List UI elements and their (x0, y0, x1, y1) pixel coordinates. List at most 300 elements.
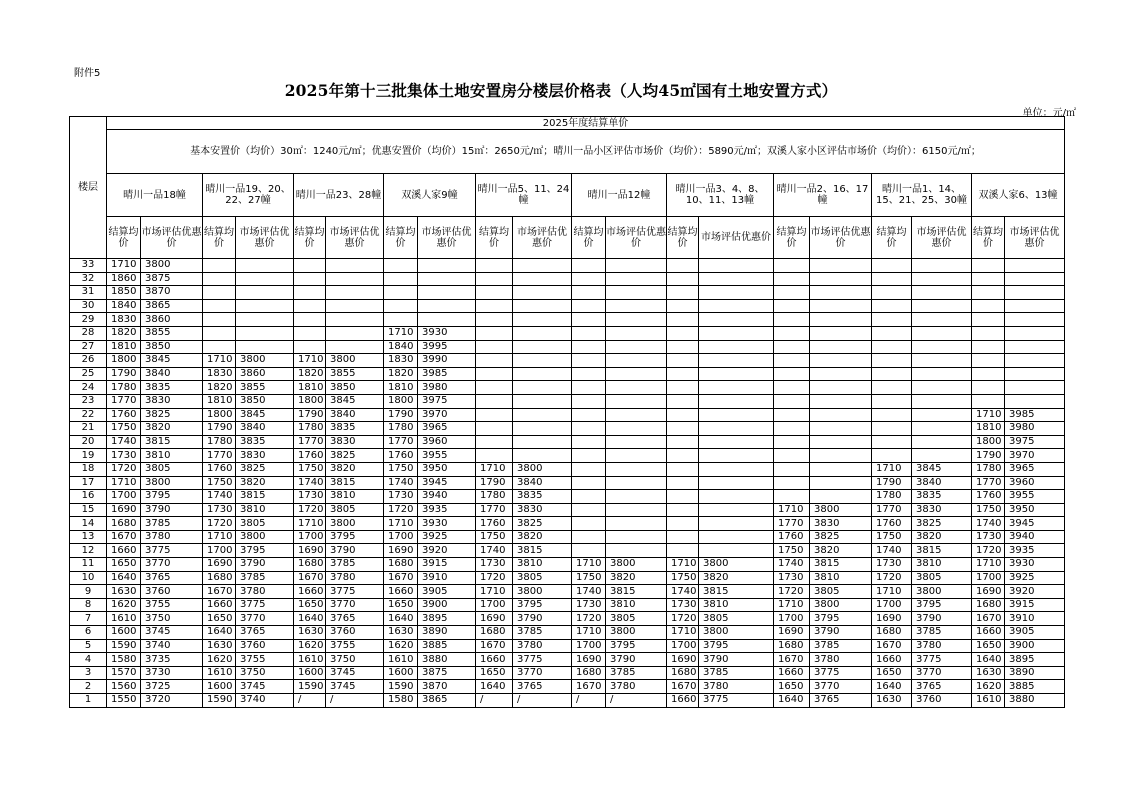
price-cell: 3780 (912, 639, 972, 653)
page-title: 2025年第十三批集体土地安置房分楼层价格表（人均45㎡国有土地安置方式） (284, 81, 838, 100)
price-cell: 1800 (384, 394, 418, 408)
price-cell (1005, 286, 1065, 300)
market-discount-header: 市场评估优惠价 (141, 217, 203, 259)
price-cell (513, 326, 572, 340)
price-cell: 3815 (699, 585, 774, 599)
price-cell: 1780 (294, 422, 326, 436)
price-cell (476, 259, 513, 273)
price-cell (810, 272, 872, 286)
price-cell: 1840 (107, 299, 141, 313)
price-cell: 1560 (107, 680, 141, 694)
price-cell (513, 408, 572, 422)
price-cell: 3895 (418, 612, 476, 626)
price-cell (972, 367, 1005, 381)
price-cell: 3800 (606, 626, 667, 640)
price-cell: 1710 (384, 517, 418, 531)
price-cell: 3775 (699, 694, 774, 708)
price-cell: 3760 (236, 639, 294, 653)
table-row (70, 626, 1065, 640)
price-cell: 1650 (872, 666, 912, 680)
price-cell (294, 299, 326, 313)
price-cell: 1690 (107, 503, 141, 517)
price-cell: 1630 (872, 694, 912, 708)
price-cell: 3845 (141, 354, 203, 368)
price-cell (606, 381, 667, 395)
price-cell: 3780 (810, 653, 872, 667)
price-cell: 3890 (418, 626, 476, 640)
price-cell: 1640 (294, 612, 326, 626)
price-cell (476, 326, 513, 340)
price-cell (699, 381, 774, 395)
price-cell (872, 408, 912, 422)
price-cell: 1770 (294, 435, 326, 449)
floor-cell: 19 (70, 449, 107, 463)
price-cell: 3790 (326, 544, 384, 558)
price-cell: 3975 (1005, 435, 1065, 449)
price-cell (810, 340, 872, 354)
price-cell (667, 394, 699, 408)
price-cell: 1660 (872, 653, 912, 667)
building-group-header: 晴川一品1、14、15、21、25、30幢 (872, 174, 972, 217)
price-cell: / (476, 694, 513, 708)
price-cell: 1690 (972, 585, 1005, 599)
price-cell: 3775 (912, 653, 972, 667)
price-cell: 1770 (476, 503, 513, 517)
settlement-avg-header: 结算均价 (872, 217, 912, 259)
table-row (70, 558, 1065, 572)
price-cell: 3785 (141, 517, 203, 531)
price-cell (972, 272, 1005, 286)
price-cell (513, 354, 572, 368)
price-cell: 1670 (972, 612, 1005, 626)
price-cell: 3855 (141, 326, 203, 340)
price-cell (872, 394, 912, 408)
price-cell (384, 286, 418, 300)
price-cell (384, 259, 418, 273)
price-cell: 1710 (774, 503, 810, 517)
price-cell: 3775 (513, 653, 572, 667)
price-cell: 1670 (774, 653, 810, 667)
price-cell: 3760 (141, 585, 203, 599)
price-cell: 3765 (236, 626, 294, 640)
price-cell: / (572, 694, 606, 708)
price-cell: 1620 (294, 639, 326, 653)
market-discount-header: 市场评估优惠价 (236, 217, 294, 259)
price-cell: 3970 (1005, 449, 1065, 463)
price-cell: 3785 (236, 571, 294, 585)
price-cell (294, 326, 326, 340)
price-cell: 3805 (326, 503, 384, 517)
price-cell: 3810 (912, 558, 972, 572)
market-discount-header: 市场评估优惠价 (513, 217, 572, 259)
price-cell (872, 286, 912, 300)
price-cell: 1680 (203, 571, 236, 585)
price-cell: 3790 (810, 626, 872, 640)
price-cell: 1770 (107, 394, 141, 408)
price-cell: 1690 (667, 653, 699, 667)
price-cell: 1600 (107, 626, 141, 640)
price-cell: 3840 (326, 408, 384, 422)
price-cell: 3805 (513, 571, 572, 585)
price-cell: 3955 (1005, 490, 1065, 504)
price-cell (972, 326, 1005, 340)
price-cell: 1700 (667, 639, 699, 653)
floor-cell: 32 (70, 272, 107, 286)
price-cell: 3935 (1005, 544, 1065, 558)
price-cell (572, 422, 606, 436)
price-cell: 1710 (667, 626, 699, 640)
price-cell: 1740 (667, 585, 699, 599)
price-cell: 1710 (572, 626, 606, 640)
table-row (70, 585, 1065, 599)
price-cell: 1750 (774, 544, 810, 558)
price-cell: 1640 (872, 680, 912, 694)
floor-cell: 1 (70, 694, 107, 708)
price-cell: 3790 (236, 558, 294, 572)
price-cell: 3815 (513, 544, 572, 558)
floor-cell: 20 (70, 435, 107, 449)
price-cell (513, 286, 572, 300)
price-cell (476, 408, 513, 422)
price-cell: 3790 (141, 503, 203, 517)
price-cell: 3775 (236, 598, 294, 612)
price-cell: 1820 (384, 367, 418, 381)
price-cell (872, 422, 912, 436)
price-cell: 1650 (384, 598, 418, 612)
price-cell (667, 286, 699, 300)
price-cell: 1750 (972, 503, 1005, 517)
floor-cell: 15 (70, 503, 107, 517)
price-cell (513, 299, 572, 313)
price-cell: 1840 (384, 340, 418, 354)
price-cell (1005, 354, 1065, 368)
floor-cell: 2 (70, 680, 107, 694)
market-discount-header: 市场评估优惠价 (606, 217, 667, 259)
price-cell (810, 326, 872, 340)
building-group-header: 晴川一品12幢 (572, 174, 667, 217)
price-cell: 3820 (326, 462, 384, 476)
market-discount-header: 市场评估优惠价 (699, 217, 774, 259)
price-cell: 3850 (141, 340, 203, 354)
price-cell: 3815 (236, 490, 294, 504)
price-cell: 3765 (326, 612, 384, 626)
price-cell (572, 544, 606, 558)
price-cell: 3985 (1005, 408, 1065, 422)
price-cell: 1790 (203, 422, 236, 436)
price-cell: 3825 (326, 449, 384, 463)
price-cell: 1610 (203, 666, 236, 680)
price-cell: 3820 (912, 530, 972, 544)
price-cell (774, 381, 810, 395)
price-cell (606, 449, 667, 463)
price-cell: 3970 (418, 408, 476, 422)
price-cell: 1680 (774, 639, 810, 653)
price-cell: 3730 (141, 666, 203, 680)
price-cell: 1760 (294, 449, 326, 463)
price-cell: 3800 (810, 598, 872, 612)
price-cell: 3965 (418, 422, 476, 436)
price-cell: 3800 (326, 354, 384, 368)
settlement-avg-header: 结算均价 (384, 217, 418, 259)
price-cell: / (326, 694, 384, 708)
price-cell: 1710 (476, 585, 513, 599)
price-cell (606, 286, 667, 300)
price-cell (972, 313, 1005, 327)
table-row (70, 354, 1065, 368)
price-cell: 3775 (141, 544, 203, 558)
price-cell: 3780 (606, 680, 667, 694)
price-cell: 1730 (294, 490, 326, 504)
price-cell: 1750 (203, 476, 236, 490)
floor-cell: 12 (70, 544, 107, 558)
settlement-avg-header: 结算均价 (774, 217, 810, 259)
price-cell: 1640 (476, 680, 513, 694)
price-cell (572, 394, 606, 408)
price-cell (699, 286, 774, 300)
price-cell: 3765 (912, 680, 972, 694)
price-cell (572, 326, 606, 340)
price-cell: 3760 (912, 694, 972, 708)
price-cell: 3830 (141, 394, 203, 408)
floor-cell: 4 (70, 653, 107, 667)
price-cell (513, 340, 572, 354)
price-cell: 3805 (912, 571, 972, 585)
price-cell: 1630 (203, 639, 236, 653)
floor-cell: 27 (70, 340, 107, 354)
price-cell: 1600 (203, 680, 236, 694)
price-cell (294, 259, 326, 273)
year-header: 2025年度结算单价 (107, 117, 1065, 130)
price-cell (872, 340, 912, 354)
market-discount-header: 市场评估优惠价 (1005, 217, 1065, 259)
price-cell (476, 422, 513, 436)
price-cell (972, 340, 1005, 354)
price-cell: 1760 (972, 490, 1005, 504)
table-row (70, 530, 1065, 544)
price-cell: 1640 (107, 571, 141, 585)
building-group-header: 晴川一品2、16、17幢 (774, 174, 872, 217)
price-cell (810, 490, 872, 504)
price-cell (774, 326, 810, 340)
price-cell: 1760 (203, 462, 236, 476)
price-cell (513, 313, 572, 327)
table-row (70, 408, 1065, 422)
price-cell (912, 272, 972, 286)
price-cell: 1740 (294, 476, 326, 490)
price-cell (1005, 367, 1065, 381)
price-cell: 1710 (667, 558, 699, 572)
price-cell: 3935 (418, 503, 476, 517)
price-cell: 3960 (418, 435, 476, 449)
price-cell: 3795 (810, 612, 872, 626)
price-cell: 1690 (774, 626, 810, 640)
price-cell: 1800 (203, 408, 236, 422)
price-cell: 1800 (107, 354, 141, 368)
floor-cell: 33 (70, 259, 107, 273)
price-cell (606, 544, 667, 558)
price-cell (912, 340, 972, 354)
price-cell (667, 490, 699, 504)
price-cell: 3770 (810, 680, 872, 694)
price-cell (1005, 313, 1065, 327)
price-cell (912, 286, 972, 300)
price-cell: 1780 (972, 462, 1005, 476)
price-cell: 3950 (1005, 503, 1065, 517)
price-cell (572, 408, 606, 422)
price-cell: 1710 (774, 598, 810, 612)
floor-cell: 7 (70, 612, 107, 626)
price-cell: 1750 (107, 422, 141, 436)
price-cell: 1680 (572, 666, 606, 680)
price-cell (418, 286, 476, 300)
price-cell: 1680 (107, 517, 141, 531)
price-cell: 1830 (203, 367, 236, 381)
price-cell (667, 517, 699, 531)
price-cell (294, 272, 326, 286)
price-cell: 3795 (141, 490, 203, 504)
price-cell: 3755 (236, 653, 294, 667)
price-cell (667, 299, 699, 313)
price-cell: 3810 (699, 598, 774, 612)
price-cell: 1630 (384, 626, 418, 640)
table-row (70, 462, 1065, 476)
price-cell: 1790 (384, 408, 418, 422)
price-cell: 3815 (326, 476, 384, 490)
price-cell (236, 313, 294, 327)
price-cell: 3850 (326, 381, 384, 395)
table-row (70, 653, 1065, 667)
price-cell: 3855 (236, 381, 294, 395)
price-cell: 3820 (513, 530, 572, 544)
price-cell (912, 449, 972, 463)
table-row (70, 367, 1065, 381)
price-cell (203, 272, 236, 286)
price-cell (912, 259, 972, 273)
price-cell (513, 435, 572, 449)
price-cell: 3795 (606, 639, 667, 653)
price-cell (236, 299, 294, 313)
price-cell: 3915 (1005, 598, 1065, 612)
price-cell: 1660 (774, 666, 810, 680)
price-cell: 1710 (203, 354, 236, 368)
price-cell: 3795 (326, 530, 384, 544)
price-cell: 1620 (972, 680, 1005, 694)
price-cell (810, 259, 872, 273)
price-cell: 3815 (810, 558, 872, 572)
price-cell: 1820 (294, 367, 326, 381)
price-cell: 3755 (141, 598, 203, 612)
price-cell (667, 313, 699, 327)
floor-cell: 28 (70, 326, 107, 340)
price-cell: 1710 (294, 354, 326, 368)
price-cell (606, 299, 667, 313)
price-cell: 3905 (1005, 626, 1065, 640)
price-cell: 3720 (141, 694, 203, 708)
price-cell (810, 462, 872, 476)
price-cell: 3990 (418, 354, 476, 368)
price-cell (476, 286, 513, 300)
price-cell: 1810 (972, 422, 1005, 436)
floor-cell: 29 (70, 313, 107, 327)
price-cell (667, 449, 699, 463)
price-cell: 3815 (912, 544, 972, 558)
table-row (70, 666, 1065, 680)
price-cell: 3950 (418, 462, 476, 476)
price-cell (774, 435, 810, 449)
price-cell (236, 340, 294, 354)
price-cell: 1670 (203, 585, 236, 599)
price-cell: 1610 (107, 612, 141, 626)
price-cell: 3765 (513, 680, 572, 694)
price-cell: 1690 (294, 544, 326, 558)
price-cell: 1640 (384, 612, 418, 626)
price-cell: 1710 (203, 530, 236, 544)
price-cell: 1700 (872, 598, 912, 612)
price-cell: 3785 (810, 639, 872, 653)
price-cell: 3865 (418, 694, 476, 708)
price-cell (606, 435, 667, 449)
price-cell (572, 435, 606, 449)
price-cell: 1720 (774, 585, 810, 599)
price-cell: 3790 (606, 653, 667, 667)
price-cell (810, 476, 872, 490)
price-cell: 1710 (572, 558, 606, 572)
price-cell (774, 272, 810, 286)
price-cell: 3835 (141, 381, 203, 395)
price-cell (606, 367, 667, 381)
price-cell: 3930 (1005, 558, 1065, 572)
price-cell: 3925 (418, 530, 476, 544)
price-cell: 3810 (236, 503, 294, 517)
table-row (70, 680, 1065, 694)
price-cell (774, 422, 810, 436)
table-row (70, 571, 1065, 585)
price-cell (1005, 326, 1065, 340)
settlement-avg-header: 结算均价 (294, 217, 326, 259)
price-cell: 3800 (141, 259, 203, 273)
price-cell (699, 272, 774, 286)
price-cell (606, 259, 667, 273)
price-cell (203, 340, 236, 354)
price-cell: 3810 (326, 490, 384, 504)
price-cell: 1800 (972, 435, 1005, 449)
floor-cell: 22 (70, 408, 107, 422)
price-cell: 3750 (141, 612, 203, 626)
price-cell (912, 326, 972, 340)
price-cell: 3820 (810, 544, 872, 558)
price-cell: 1750 (572, 571, 606, 585)
price-cell: 1670 (384, 571, 418, 585)
price-cell: / (606, 694, 667, 708)
price-cell: 3940 (1005, 530, 1065, 544)
price-cell (699, 367, 774, 381)
price-cell (912, 435, 972, 449)
price-cell: 1720 (872, 571, 912, 585)
floor-cell: 26 (70, 354, 107, 368)
price-cell (774, 462, 810, 476)
price-cell (912, 313, 972, 327)
price-cell: 1760 (872, 517, 912, 531)
price-cell (572, 476, 606, 490)
price-cell: 3945 (418, 476, 476, 490)
price-cell (606, 408, 667, 422)
table-row (70, 612, 1065, 626)
price-cell: 1710 (872, 462, 912, 476)
price-cell: 1710 (384, 326, 418, 340)
price-cell: 1670 (667, 680, 699, 694)
table-row (70, 381, 1065, 395)
price-cell (699, 326, 774, 340)
